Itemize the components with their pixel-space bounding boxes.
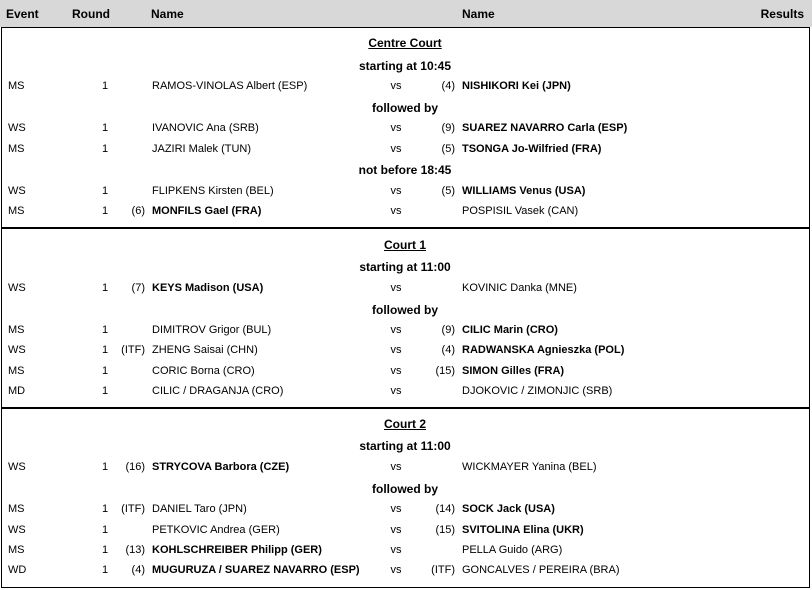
event-code: MS [8,143,25,155]
event-code: MS [8,205,25,217]
player-1-name: PETKOVIC Andrea (GER) [152,524,280,536]
event-code: WS [8,122,26,134]
vs-label: vs [390,564,402,576]
seed-2: (9) [441,324,455,336]
seed-1: (ITF) [121,344,145,356]
player-1-name: STRYCOVA Barbora (CZE) [152,461,290,473]
header-event: Event [6,7,39,21]
round-number: 1 [101,282,109,294]
player-2-name: RADWANSKA Agnieszka (POL) [462,344,625,356]
event-code: MD [8,385,26,397]
header-bar [0,0,812,27]
round-number: 1 [101,143,109,155]
seed-1: (13) [125,544,145,556]
player-1-name: CORIC Borna (CRO) [152,365,255,377]
court-title: Court 1 [384,238,426,252]
vs-label: vs [390,185,402,197]
timing-label: starting at 10:45 [358,59,452,73]
round-number: 1 [101,503,109,515]
vs-label: vs [390,80,402,92]
player-1-name: MONFILS Gael (FRA) [152,205,262,217]
player-1-name: ZHENG Saisai (CHN) [152,344,258,356]
seed-2: (4) [441,80,455,92]
court-title: Centre Court [368,36,442,50]
player-1-name: KOHLSCHREIBER Philipp (GER) [152,544,322,556]
timing-label: followed by [372,303,438,317]
event-code: MS [8,503,25,515]
player-2-name: SUAREZ NAVARRO Carla (ESP) [462,122,628,134]
player-2-name: NISHIKORI Kei (JPN) [462,80,571,92]
seed-1: (7) [131,282,145,294]
timing-label: followed by [372,482,438,496]
event-code: WD [8,564,27,576]
vs-label: vs [390,205,402,217]
player-2-name: WICKMAYER Yanina (BEL) [462,461,597,473]
seed-2: (5) [441,143,455,155]
player-2-name: DJOKOVIC / ZIMONJIC (SRB) [462,385,613,397]
player-1-name: IVANOVIC Ana (SRB) [152,122,259,134]
player-1-name: CILIC / DRAGANJA (CRO) [152,385,284,397]
player-2-name: GONCALVES / PEREIRA (BRA) [462,564,620,576]
vs-label: vs [390,122,402,134]
event-code: MS [8,324,25,336]
timing-label: not before 18:45 [358,163,452,177]
player-2-name: PELLA Guido (ARG) [462,544,563,556]
round-number: 1 [101,185,109,197]
seed-2: (15) [435,365,455,377]
timing-label: followed by [372,101,438,115]
event-code: WS [8,344,26,356]
timing-label: starting at 11:00 [359,260,451,274]
event-code: MS [8,544,25,556]
player-2-name: SVITOLINA Elina (UKR) [462,524,584,536]
player-1-name: MUGURUZA / SUAREZ NAVARRO (ESP) [152,564,360,576]
vs-label: vs [390,503,402,515]
player-1-name: JAZIRI Malek (TUN) [152,143,251,155]
round-number: 1 [101,344,109,356]
round-number: 1 [101,324,109,336]
vs-label: vs [390,143,402,155]
player-1-name: RAMOS-VINOLAS Albert (ESP) [152,80,308,92]
vs-label: vs [390,324,402,336]
seed-1: (ITF) [121,503,145,515]
event-code: WS [8,185,26,197]
header-results: Results [760,7,804,21]
court-section [1,408,810,588]
seed-1: (4) [131,564,145,576]
vs-label: vs [390,282,402,294]
vs-label: vs [390,544,402,556]
round-number: 1 [101,205,109,217]
player-1-name: FLIPKENS Kirsten (BEL) [152,185,274,197]
round-number: 1 [101,80,109,92]
event-code: WS [8,524,26,536]
player-2-name: WILLIAMS Venus (USA) [462,185,586,197]
vs-label: vs [390,461,402,473]
round-number: 1 [101,461,109,473]
vs-label: vs [390,524,402,536]
round-number: 1 [101,385,109,397]
round-number: 1 [101,524,109,536]
seed-2: (5) [441,185,455,197]
event-code: MS [8,80,25,92]
player-2-name: TSONGA Jo-Wilfried (FRA) [462,143,602,155]
round-number: 1 [101,564,109,576]
seed-1: (16) [125,461,145,473]
seed-1: (6) [131,205,145,217]
vs-label: vs [390,385,402,397]
court-section [1,228,810,408]
seed-2: (4) [441,344,455,356]
player-1-name: DIMITROV Grigor (BUL) [152,324,272,336]
player-1-name: KEYS Madison (USA) [152,282,264,294]
event-code: MS [8,365,25,377]
round-number: 1 [101,544,109,556]
player-2-name: CILIC Marin (CRO) [462,324,558,336]
vs-label: vs [390,344,402,356]
timing-label: starting at 11:00 [359,439,451,453]
round-number: 1 [101,122,109,134]
player-2-name: SOCK Jack (USA) [462,503,555,515]
seed-2: (15) [435,524,455,536]
seed-2: (ITF) [431,564,455,576]
header-name-2: Name [462,7,495,21]
vs-label: vs [390,365,402,377]
seed-2: (9) [441,122,455,134]
seed-2: (14) [435,503,455,515]
event-code: WS [8,282,26,294]
player-2-name: SIMON Gilles (FRA) [462,365,565,377]
header-name-1: Name [151,7,184,21]
player-1-name: DANIEL Taro (JPN) [152,503,247,515]
player-2-name: POSPISIL Vasek (CAN) [462,205,579,217]
header-round: Round [72,7,110,21]
player-2-name: KOVINIC Danka (MNE) [462,282,577,294]
court-title: Court 2 [384,417,426,431]
round-number: 1 [101,365,109,377]
event-code: WS [8,461,26,473]
